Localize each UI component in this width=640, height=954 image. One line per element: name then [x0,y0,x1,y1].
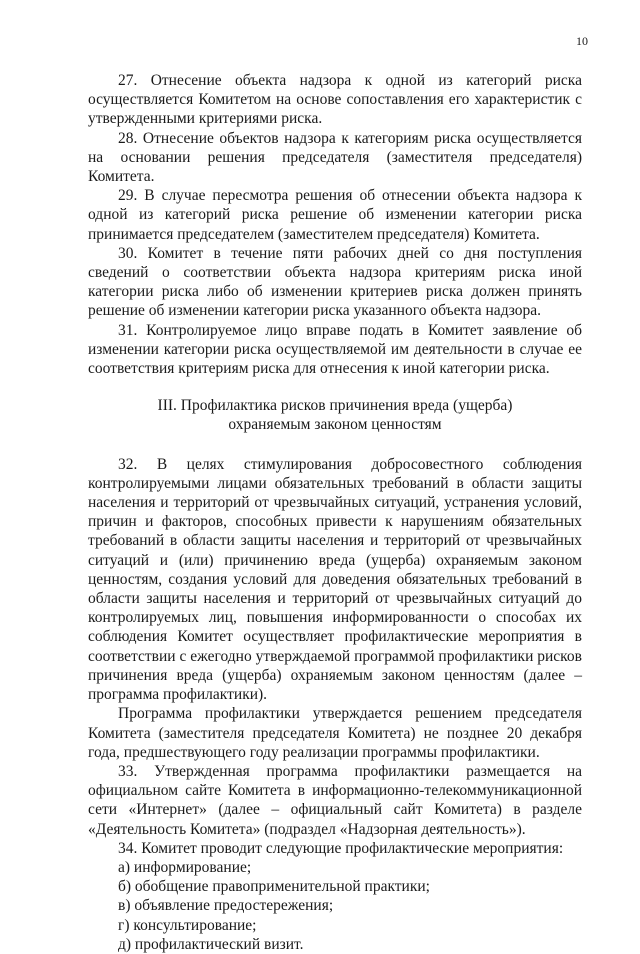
paragraph-33: 33. Утвержденная программа профилактики размещается на официальном сайте Комитета в информационно-телекоммуникационной сети «Интернет» (далее – официальный сайт Комитета) в разделе «Деятельность Комитета» (подраздел «Надзорная деятельность»). [88,762,582,838]
list-item: в) объявление предостережения; [118,897,334,915]
section-heading-line-1: III. Профилактика рисков причинения вреда (ущерба) [157,397,513,415]
paragraph-32-program: Программа профилактики утверждается решением председателя Комитета (заместителя председателя Комитета) не позднее 20 декабря года, предшествующего году реализации программы профилактики. [88,705,582,761]
list-item: д) профилактический визит. [118,935,304,953]
list-item: а) информирование; [118,858,252,876]
paragraph-32: 32. В целях стимулирования добросовестного соблюдения контролируемыми лицами обязательных требований в области защиты населения и территорий от чрезвычайных ситуаций, устранения условий, причин и факторов, способных привести к нарушениям обязательных требований в области защиты населения и территорий от чрезвычайных ситуаций и (или) причинению вреда (ущерба) охраняемым законом ценностям, создания условий для доведения обязательных требований в области защиты населения и территорий от чрезвычайных ситуаций до контролируемых лиц, повышения информированности о способах их соблюдения Комитет осуществляет профилактические мероприятия в соответствии с ежегодно утверждаемой программой профилактики рисков причинения вреда (ущерба) охраняемым законом ценностям (далее – программа профилактики). [88,455,582,704]
measures-list [88,858,582,954]
paragraph-34: 34. Комитет проводит следующие профилактические мероприятия: [118,839,564,857]
section-heading-line-2: охраняемым законом ценностям [228,416,442,434]
paragraph-30: 30. Комитет в течение пяти рабочих дней со дня поступления сведений о соответствии объекта надзора критериям риска иной категории риска либо об изменении критериев риска должен принять решение об изменении категории риска указанного объекта надзора. [88,244,582,320]
page-number: 10 [576,34,588,48]
paragraph-29: 29. В случае пересмотра решения об отнесении объекта надзора к одной из категорий риска решение об изменении категории риска принимается председателем (заместителем председателя) Комитета. [88,187,582,243]
paragraph-27: 27. Отнесение объекта надзора к одной из категорий риска осуществляется Комитетом на основе сопоставления его характеристик с утвержденными критериями риска. [88,72,582,128]
list-item: г) консультирование; [118,916,257,934]
paragraph-28: 28. Отнесение объектов надзора к категориям риска осуществляется на основании решения председателя (заместителя председателя) Комитета. [88,129,582,186]
paragraph-31: 31. Контролируемое лицо вправе подать в Комитет заявление об изменении категории риска осуществляемой им деятельности в случае ее соответствия критериям риска для отнесения к иной категории риска. [88,321,582,378]
document-body [88,71,582,954]
list-item: б) обобщение правоприменительной практики; [118,878,430,896]
section-heading [88,396,582,434]
